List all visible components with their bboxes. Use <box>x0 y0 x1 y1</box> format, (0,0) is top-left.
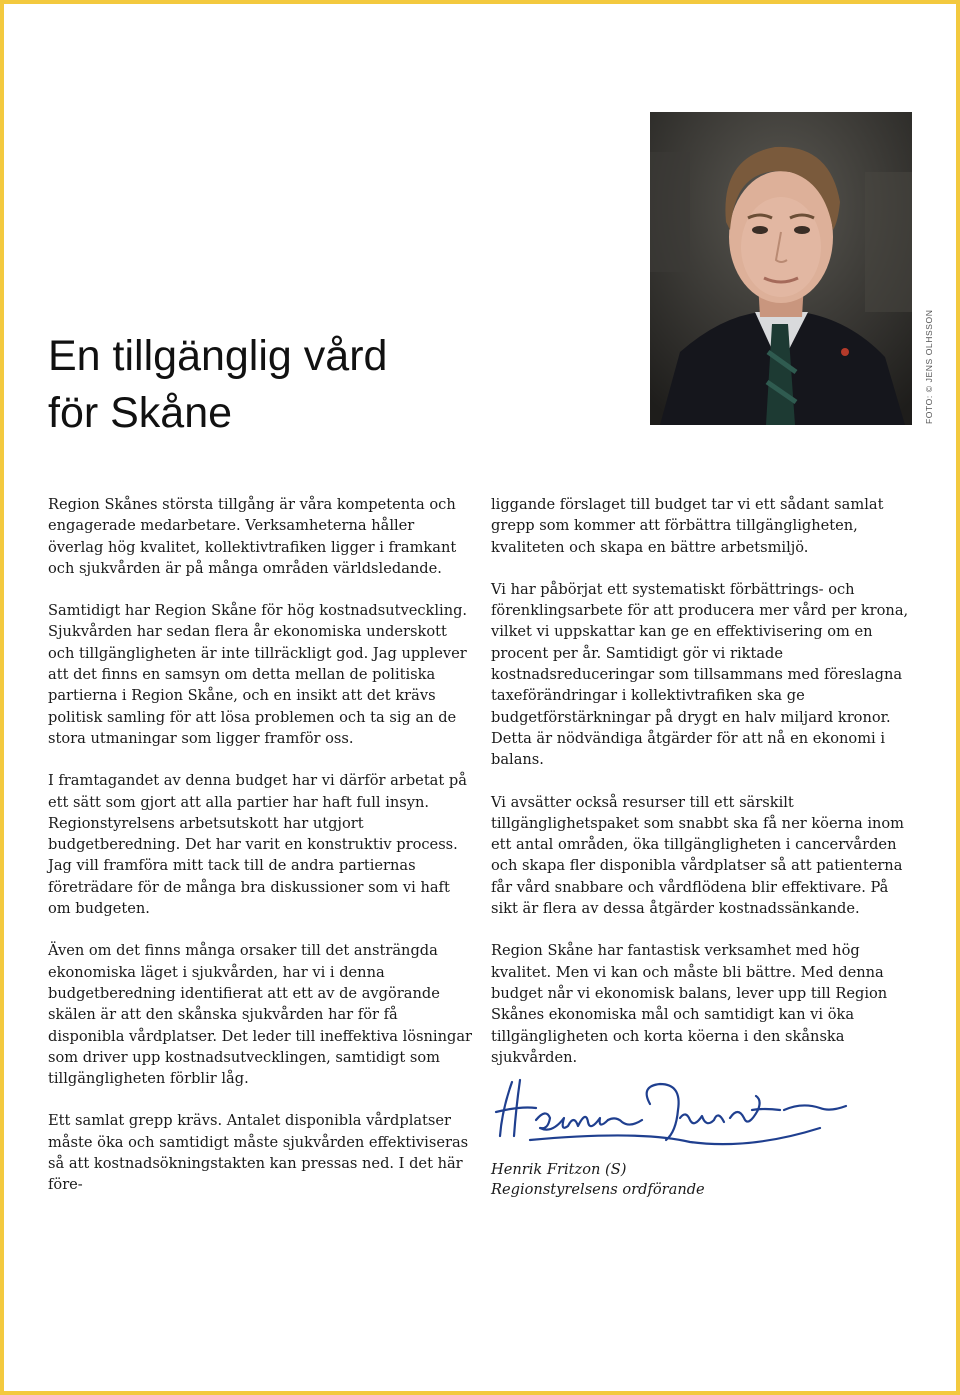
portrait-photo <box>650 112 912 425</box>
paragraph: Ett samlat grepp krävs. Antalet disponibla vårdplatser måste öka och samtidigt måste sjukvården effektiviseras så att kostnadsökningstakten kan pressas ned. I det här före- <box>48 1112 469 1194</box>
paragraph: Samtidigt har Region Skåne för hög kostnadsutveckling. Sjukvården har sedan flera år ekonomiska underskott och tillgängligheten är inte tillräckligt god. Jag upplever att det finns en samsyn om detta mellan de politiska partierna i Region Skåne, och en insikt att det krävs politisk samling för att lösa problemen och ta sig an de stora utmaningar som ligger framför oss. <box>48 602 468 747</box>
signer-role: Regionstyrelsens ordförande <box>491 1181 705 1198</box>
left-column <box>48 494 473 1196</box>
paragraph: Region Skåne har fantastisk verksamhet med hög kvalitet. Men vi kan och måste bli bättre. Med denna budget når vi ekonomisk balans, lever upp till Region Skånes ekonomiska mål och samtidigt kan vi öka tillgängligheten och korta köerna i den skånska sjukvården. <box>491 942 888 1066</box>
paragraph: Region Skånes största tillgång är våra kompetenta och engagerade medarbetare. Verksamheterna håller överlag hög kvalitet, kollektivtrafiken ligger i framkant och sjukvården är på många områden världsledande. <box>48 496 457 577</box>
paragraph: Vi avsätter också resurser till ett särskilt tillgänglighetspaket som snabbt ska få ner köerna inom ett antal områden, öka tillgängligheten i cancervården och skapa fler disponibla vårdplatser så att patienterna får vård snabbare och vårdflödena blir effektivare. På sikt är flera av dessa åtgärder kostnadssänkande. <box>491 793 905 918</box>
paragraph: I framtagandet av denna budget har vi därför arbetat på ett sätt som gjort att alla partier har haft full insyn. Regionstyrelsens arbetsutskott har utgjort budgetberedning. Det har varit en konstruktiv process. Jag vill framföra mitt tack till de andra partiernas företrädare för de många bra diskussioner som vi haft om budgeten. <box>48 772 467 918</box>
signer-name: Henrik Fritzon (S) <box>491 1161 627 1178</box>
signer-block <box>491 1160 705 1200</box>
right-column <box>491 494 911 1068</box>
paragraph: Vi har påbörjat ett systematiskt förbättrings- och förenklingsarbete för att producera mer vård per krona, vilket vi uppskattar kan ge en effektivisering om en procent per år. Samtidigt gör vi riktade kostnadsreduceringar som tillsammans med föreslagna taxeförändringar i kollektivtrafiken ska ge budgetförstärkningar på drygt en halv miljard kronor. Detta är nödvändiga åtgärder för att nå en ekonomi i balans. <box>491 580 909 769</box>
title-line-1: En tillgänglig vård <box>48 332 388 380</box>
paragraph: Även om det finns många orsaker till det ansträngda ekonomiska läget i sjukvården, har vi i denna budgetberedning identifierat att ett av de avgörande skälen är att den skånska sjukvården har för få disponibla vårdplatser. Det leder till ineffektiva lösningar som driver upp kostnadsutvecklingen, samtidigt som tillgängligheten förblir låg. <box>48 942 472 1088</box>
title-line-2: för Skåne <box>48 389 233 437</box>
photo-credit: FOTO: © JENS OLHSSON <box>924 309 934 424</box>
page-title <box>48 328 568 442</box>
handwritten-signature <box>490 1070 850 1150</box>
paragraph: liggande förslaget till budget tar vi ett sådant samlat grepp som kommer att förbättra tillgängligheten, kvaliteten och skapa en bättre arbetsmiljö. <box>491 496 884 556</box>
